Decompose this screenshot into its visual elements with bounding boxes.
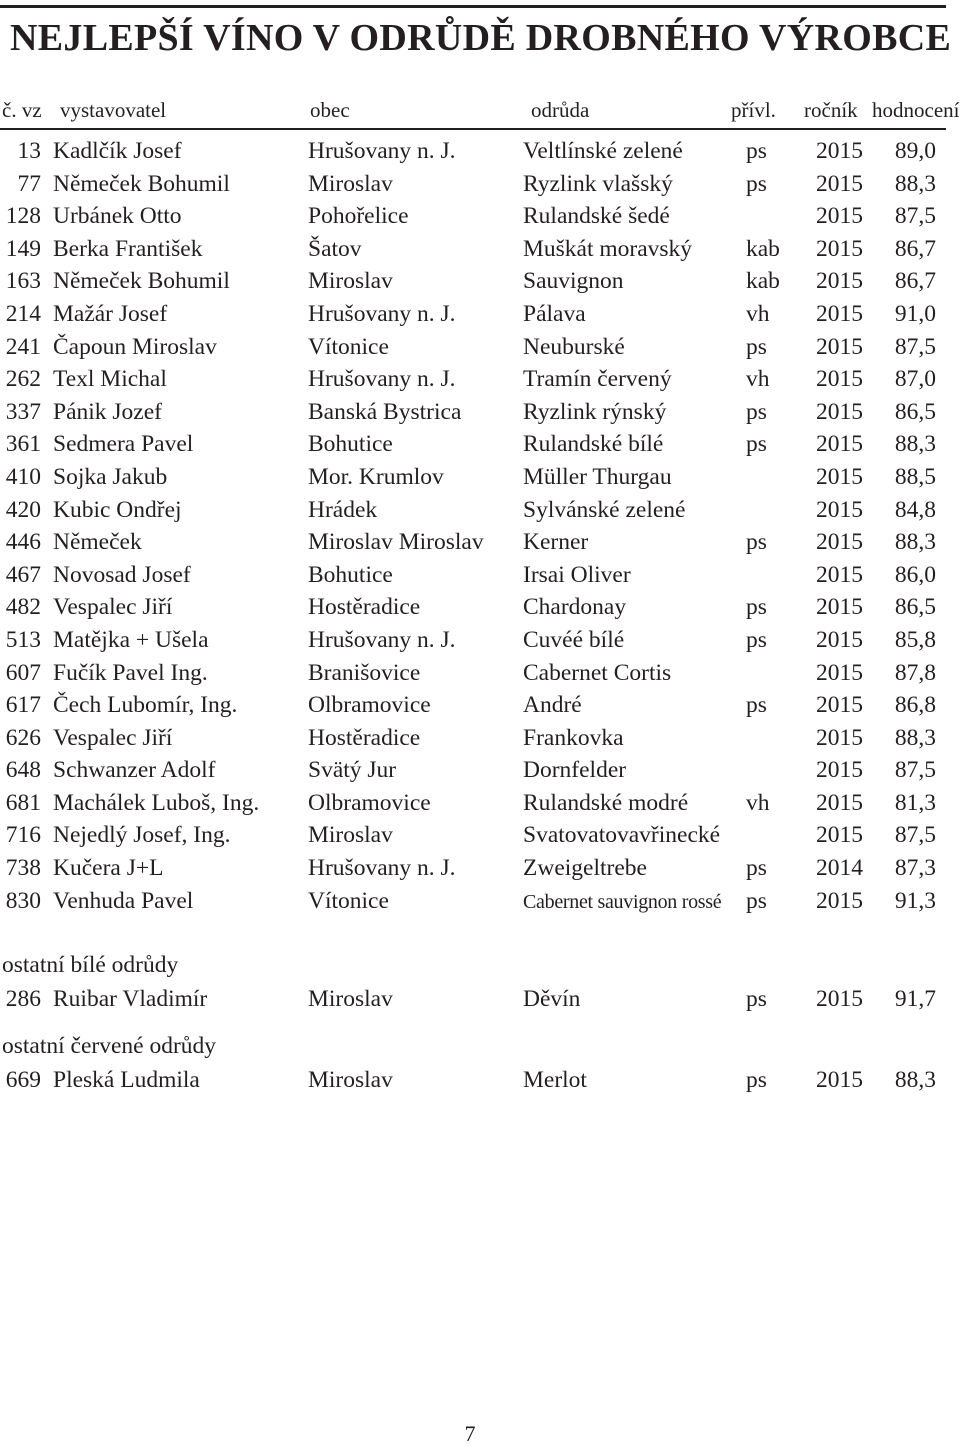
table-row — [0, 397, 960, 430]
cell-score: 88,3 — [894, 431, 936, 458]
cell-exhibitor: Kučera J+L — [53, 855, 164, 882]
cell-score: 87,5 — [894, 203, 936, 230]
cell-town: Pohořelice — [308, 203, 409, 230]
table-row — [0, 136, 960, 169]
cell-town: Šatov — [308, 235, 362, 262]
cell-year: 2015 — [816, 626, 863, 653]
cell-predicate: ps — [746, 170, 767, 197]
cell-score: 88,5 — [894, 463, 936, 490]
cell-exhibitor: Pleská Ludmila — [53, 1067, 200, 1093]
cell-num: 337 — [5, 398, 41, 425]
cell-year: 2015 — [816, 235, 863, 262]
cell-num: 681 — [5, 789, 41, 816]
cell-variety: Sauvignon — [523, 268, 624, 295]
cell-year: 2015 — [816, 757, 863, 784]
col-header-variety: odrůda — [531, 98, 590, 122]
table-row — [0, 723, 960, 756]
table-row — [0, 592, 960, 625]
cell-town: Vítonice — [308, 887, 389, 914]
cell-town: Miroslav — [308, 170, 393, 197]
cell-score: 86,8 — [894, 692, 936, 719]
table-row — [0, 755, 960, 788]
cell-town: Miroslav — [308, 822, 393, 849]
cell-variety: Neuburské — [523, 333, 625, 360]
cell-score: 87,0 — [894, 366, 936, 393]
page-title: NEJLEPŠÍ VÍNO V ODRŮDĚ DROBNÉHO VÝROBCE — [10, 17, 952, 59]
cell-variety: Ryzlink vlašský — [523, 170, 673, 197]
cell-town: Bohutice — [308, 431, 393, 458]
table-row — [0, 364, 960, 397]
cell-num: 467 — [5, 561, 41, 588]
col-header-year: ročník — [804, 98, 858, 122]
cell-variety: Merlot — [523, 1067, 587, 1093]
cell-town: Miroslav — [308, 986, 393, 1012]
cell-score: 88,3 — [894, 170, 936, 197]
cell-variety: Děvín — [523, 986, 581, 1012]
col-header-town: obec — [310, 98, 350, 122]
cell-variety: Cabernet Cortis — [523, 659, 672, 686]
cell-num: 149 — [5, 235, 41, 262]
table-row — [0, 429, 960, 462]
cell-town: Hostěradice — [308, 594, 421, 621]
cell-num: 716 — [5, 822, 41, 849]
cell-exhibitor: Venhuda Pavel — [53, 887, 194, 914]
cell-exhibitor: Schwanzer Adolf — [53, 757, 216, 784]
cell-variety: Veltlínské zelené — [523, 138, 683, 164]
cell-score: 81,3 — [894, 789, 936, 816]
cell-year: 2015 — [816, 203, 863, 230]
cell-exhibitor: Sedmera Pavel — [53, 431, 194, 458]
cell-score: 86,5 — [894, 594, 936, 621]
cell-predicate: ps — [746, 333, 767, 360]
cell-year: 2015 — [816, 789, 863, 816]
cell-num: 669 — [5, 1067, 41, 1093]
cell-town: Bohutice — [308, 561, 393, 588]
cell-num: 513 — [5, 626, 41, 653]
col-header-score: hodnocení — [872, 98, 960, 122]
cell-num: 482 — [5, 594, 41, 621]
cell-variety: Müller Thurgau — [523, 463, 672, 490]
cell-variety: Chardonay — [523, 594, 627, 621]
cell-year: 2015 — [816, 431, 863, 458]
cell-variety: Cabernet sauvignon rossé — [523, 890, 722, 913]
cell-predicate: kab — [746, 235, 780, 262]
table-row — [0, 169, 960, 202]
cell-variety: Tramín červený — [523, 366, 672, 393]
cell-predicate: ps — [746, 887, 767, 914]
cell-year: 2015 — [816, 496, 863, 523]
cell-variety: Sylvánské zelené — [523, 496, 686, 523]
col-header-num: č. vz — [2, 98, 42, 122]
cell-exhibitor: Vespalec Jiří — [53, 594, 173, 621]
cell-town: Hrušovany n. J. — [308, 855, 456, 882]
cell-score: 86,5 — [894, 398, 936, 425]
cell-year: 2015 — [816, 659, 863, 686]
cell-num: 410 — [5, 463, 41, 490]
cell-predicate: vh — [746, 300, 770, 327]
cell-variety: Muškát moravský — [523, 235, 693, 262]
cell-year: 2015 — [816, 561, 863, 588]
table-row — [0, 984, 960, 1017]
cell-variety: Zweigeltrebe — [523, 855, 647, 882]
cell-exhibitor: Němeček Bohumil — [53, 170, 230, 197]
table-row — [0, 625, 960, 658]
cell-town: Olbramovice — [308, 789, 431, 816]
cell-exhibitor: Ruibar Vladimír — [53, 986, 208, 1012]
cell-town: Hrádek — [308, 496, 378, 523]
cell-variety: Kerner — [523, 529, 589, 556]
cell-num: 617 — [5, 692, 41, 719]
cell-town: Branišovice — [308, 659, 421, 686]
cell-num: 13 — [17, 138, 41, 164]
table-row — [0, 527, 960, 560]
cell-year: 2015 — [816, 138, 863, 164]
cell-score: 89,0 — [894, 138, 936, 164]
cell-year: 2015 — [816, 692, 863, 719]
cell-variety: André — [523, 692, 582, 719]
table-row — [0, 853, 960, 886]
cell-num: 163 — [5, 268, 41, 295]
cell-exhibitor: Machálek Luboš, Ing. — [53, 789, 260, 816]
cell-predicate: ps — [746, 529, 767, 556]
cell-year: 2014 — [816, 855, 863, 882]
cell-predicate: vh — [746, 789, 770, 816]
table-row — [0, 560, 960, 593]
table-row — [0, 299, 960, 332]
cell-score: 86,7 — [894, 235, 936, 262]
cell-year: 2015 — [816, 986, 863, 1012]
cell-year: 2015 — [816, 529, 863, 556]
cell-score: 91,3 — [894, 887, 936, 914]
cell-town: Hrušovany n. J. — [308, 626, 456, 653]
cell-year: 2015 — [816, 398, 863, 425]
cell-year: 2015 — [816, 1067, 863, 1093]
table-row — [0, 788, 960, 821]
cell-score: 87,3 — [894, 855, 936, 882]
cell-year: 2015 — [816, 268, 863, 295]
cell-town: Hrušovany n. J. — [308, 366, 456, 393]
cell-town: Hostěradice — [308, 724, 421, 751]
cell-score: 88,3 — [894, 724, 936, 751]
cell-town: Mor. Krumlov — [308, 463, 444, 490]
col-header-predicate: přívl. — [731, 98, 776, 122]
cell-score: 91,7 — [894, 986, 936, 1012]
cell-score: 87,5 — [894, 822, 936, 849]
cell-predicate: ps — [746, 398, 767, 425]
cell-score: 87,5 — [894, 757, 936, 784]
cell-variety: Ryzlink rýnský — [523, 398, 667, 425]
cell-exhibitor: Čapoun Miroslav — [53, 333, 217, 360]
cell-town: Svätý Jur — [308, 757, 397, 784]
cell-town: Olbramovice — [308, 692, 431, 719]
cell-variety: Rulandské modré — [523, 789, 689, 816]
cell-town: Hrušovany n. J. — [308, 300, 456, 327]
cell-variety: Pálava — [523, 300, 586, 327]
cell-num: 214 — [5, 300, 41, 327]
cell-predicate: ps — [746, 1067, 767, 1093]
cell-year: 2015 — [816, 594, 863, 621]
cell-year: 2015 — [816, 887, 863, 914]
cell-exhibitor: Berka František — [53, 235, 203, 262]
cell-year: 2015 — [816, 463, 863, 490]
cell-exhibitor: Matějka + Ušela — [53, 626, 209, 653]
cell-score: 84,8 — [894, 496, 936, 523]
cell-num: 738 — [5, 855, 41, 882]
table-row — [0, 886, 960, 919]
cell-town: Hrušovany n. J. — [308, 138, 456, 164]
cell-year: 2015 — [816, 300, 863, 327]
cell-score: 85,8 — [894, 626, 936, 653]
table-row — [0, 658, 960, 691]
cell-year: 2015 — [816, 822, 863, 849]
cell-predicate: ps — [746, 986, 767, 1012]
table-header — [0, 94, 960, 128]
cell-variety: Dornfelder — [523, 757, 627, 784]
cell-exhibitor: Němeček — [53, 529, 142, 556]
section-title: ostatní červené odrůdy — [2, 1033, 217, 1059]
cell-exhibitor: Fučík Pavel Ing. — [53, 659, 208, 686]
cell-num: 626 — [5, 724, 41, 751]
table-row — [0, 332, 960, 365]
cell-num: 262 — [5, 366, 41, 393]
cell-num: 361 — [5, 431, 41, 458]
page-number: 7 — [464, 1421, 476, 1446]
cell-year: 2015 — [816, 366, 863, 393]
cell-exhibitor: Kubic Ondřej — [53, 496, 182, 523]
table-row — [0, 690, 960, 723]
cell-num: 830 — [5, 887, 41, 914]
cell-variety: Rulandské bílé — [523, 431, 664, 458]
cell-town: Vítonice — [308, 333, 389, 360]
cell-variety: Frankovka — [523, 724, 624, 751]
results-table — [0, 136, 960, 918]
cell-score: 88,3 — [894, 1067, 936, 1093]
cell-predicate: ps — [746, 855, 767, 882]
cell-predicate: ps — [746, 692, 767, 719]
cell-predicate: ps — [746, 138, 767, 164]
table-row — [0, 495, 960, 528]
cell-predicate: kab — [746, 268, 780, 295]
table-row — [0, 462, 960, 495]
col-header-exhibitor: vystavovatel — [60, 98, 167, 122]
cell-variety: Irsai Oliver — [523, 561, 631, 588]
table-row — [0, 266, 960, 299]
cell-exhibitor: Urbánek Otto — [53, 203, 182, 230]
cell-num: 420 — [5, 496, 41, 523]
cell-exhibitor: Nejedlý Josef, Ing. — [53, 822, 231, 849]
header-rule — [0, 128, 946, 130]
cell-num: 77 — [17, 170, 41, 197]
cell-num: 128 — [5, 203, 41, 230]
cell-predicate: ps — [746, 431, 767, 458]
cell-year: 2015 — [816, 170, 863, 197]
table-row — [0, 201, 960, 234]
cell-exhibitor: Sojka Jakub — [53, 463, 168, 490]
cell-year: 2015 — [816, 724, 863, 751]
table-row — [0, 234, 960, 267]
cell-num: 446 — [5, 529, 41, 556]
cell-num: 241 — [5, 333, 41, 360]
cell-num: 607 — [5, 659, 41, 686]
cell-score: 87,8 — [894, 659, 936, 686]
cell-predicate: ps — [746, 594, 767, 621]
cell-score: 86,0 — [894, 561, 936, 588]
cell-exhibitor: Texl Michal — [53, 366, 167, 393]
section-title: ostatní bílé odrůdy — [2, 952, 179, 978]
cell-num: 286 — [5, 986, 41, 1012]
cell-score: 86,7 — [894, 268, 936, 295]
cell-year: 2015 — [816, 333, 863, 360]
cell-predicate: vh — [746, 366, 770, 393]
cell-score: 87,5 — [894, 333, 936, 360]
cell-town: Banská Bystrica — [308, 398, 462, 425]
cell-exhibitor: Vespalec Jiří — [53, 724, 173, 751]
cell-exhibitor: Mažár Josef — [53, 300, 168, 327]
cell-town: Miroslav — [308, 1067, 393, 1093]
cell-town: Miroslav — [308, 268, 393, 295]
cell-variety: Cuvéé bílé — [523, 626, 625, 653]
table-row — [0, 1065, 960, 1098]
table-row — [0, 820, 960, 853]
cell-score: 88,3 — [894, 529, 936, 556]
cell-town: Miroslav Miroslav — [308, 529, 484, 556]
cell-predicate: ps — [746, 626, 767, 653]
cell-score: 91,0 — [894, 300, 936, 327]
cell-exhibitor: Pánik Jozef — [53, 398, 162, 425]
cell-exhibitor: Němeček Bohumil — [53, 268, 230, 295]
cell-num: 648 — [5, 757, 41, 784]
cell-exhibitor: Kadlčík Josef — [53, 138, 182, 164]
cell-variety: Rulandské šedé — [523, 203, 670, 230]
cell-exhibitor: Čech Lubomír, Ing. — [53, 692, 238, 719]
cell-exhibitor: Novosad Josef — [53, 561, 191, 588]
cell-variety: Svatovatovavřinecké — [523, 822, 721, 849]
top-rule — [0, 5, 946, 8]
